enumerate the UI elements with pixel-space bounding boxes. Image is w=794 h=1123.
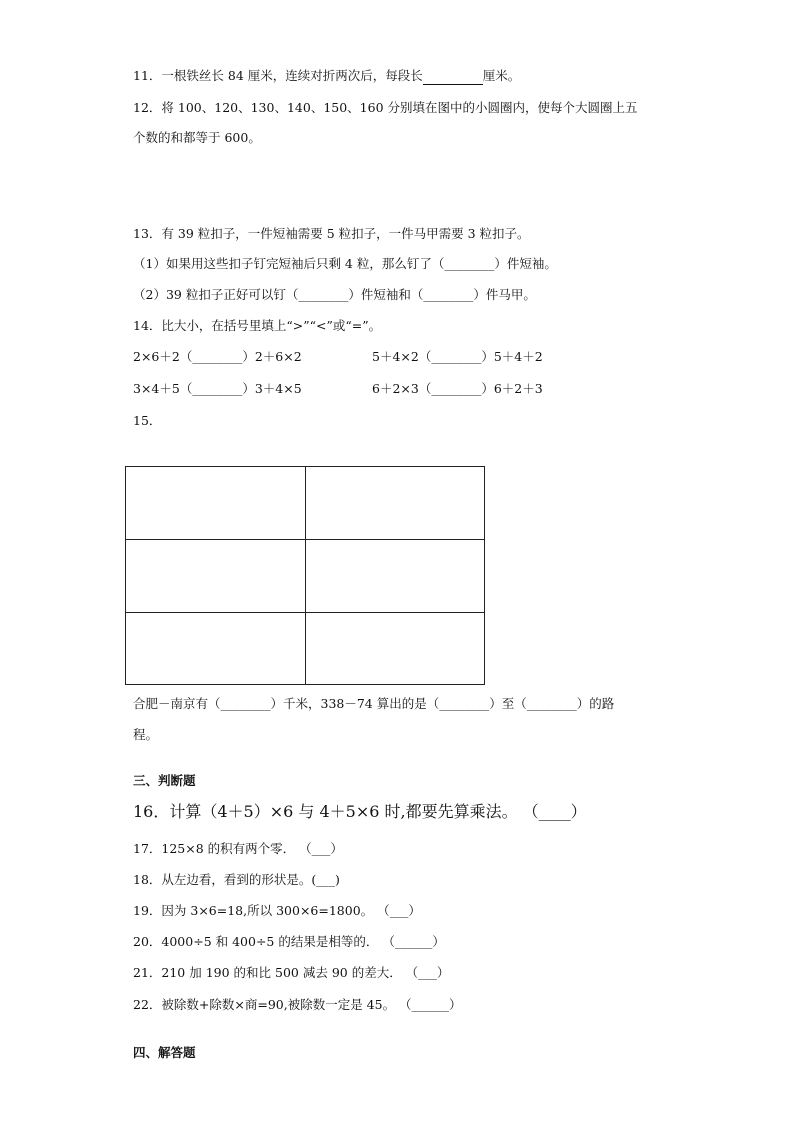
section-3-heading: 三、判断题 — [133, 773, 196, 788]
question-13-stem: 13．有 39 粒扣子，一件短袖需要 5 粒扣子，一件马甲需要 3 粒扣子。 — [133, 226, 530, 241]
q15-table-row-divider-2 — [126, 612, 484, 613]
question-17: 17．125×8 的积有两个零． （___） — [133, 841, 343, 856]
question-15-number: 15． — [133, 413, 162, 428]
q15-table-row-divider-1 — [126, 539, 484, 540]
question-19: 19．因为 3×6=18,所以 300×6=1800。 （___） — [133, 903, 421, 918]
question-18: 18．从左边看，看到的形状是。(___) — [133, 872, 340, 887]
question-16: 16．计算（4＋5）×6 与 4＋5×6 时,都要先算乘法。 （____） — [133, 802, 587, 821]
q14-row-2-right: 6＋2×3（________）6＋2＋3 — [372, 381, 543, 396]
question-15-line-2: 程。 — [133, 727, 159, 742]
q11-answer-blank[interactable] — [423, 68, 483, 85]
question-15-line-1: 合肥－南京有（________）千米，338－74 算出的是（________）至（________）的路 — [133, 696, 615, 711]
q15-table-column-divider — [305, 467, 306, 684]
question-13-part-1: （1）如果用这些扣子钉完短袖后只剩 4 粒，那么钉了（________）件短袖。 — [133, 256, 557, 271]
question-13-part-2: （2）39 粒扣子正好可以钉（________）件短袖和（________）件马甲。 — [133, 287, 536, 302]
q11-text-after: 厘米。 — [482, 68, 521, 83]
question-20: 20．4000÷5 和 400÷5 的结果是相等的． （______） — [133, 934, 445, 949]
q14-row-1-left: 2×6＋2（________）2＋6×2 — [133, 349, 302, 364]
question-14-stem: 14．比大小，在括号里填上“>”“<”或“=”。 — [133, 318, 382, 333]
section-4-heading: 四、解答题 — [133, 1045, 196, 1060]
q15-table — [125, 466, 485, 685]
q14-row-1-right: 5＋4×2（________）5＋4＋2 — [372, 349, 543, 364]
q11-text-before: 11．一根铁丝长 84 厘米，连续对折两次后，每段长 — [133, 68, 423, 83]
question-12-line-1: 12．将 100、120、130、140、150、160 分别填在图中的小圆圈内，使每个大圆圈上五 — [133, 100, 638, 115]
question-11 — [133, 68, 520, 85]
question-22: 22．被除数+除数×商=90,被除数一定是 45。 （______） — [133, 997, 462, 1012]
question-21: 21．210 加 190 的和比 500 减去 90 的差大． （___） — [133, 965, 450, 980]
q14-row-2-left: 3×4＋5（________）3＋4×5 — [133, 381, 302, 396]
question-12-line-2: 个数的和都等于 600。 — [133, 130, 261, 145]
